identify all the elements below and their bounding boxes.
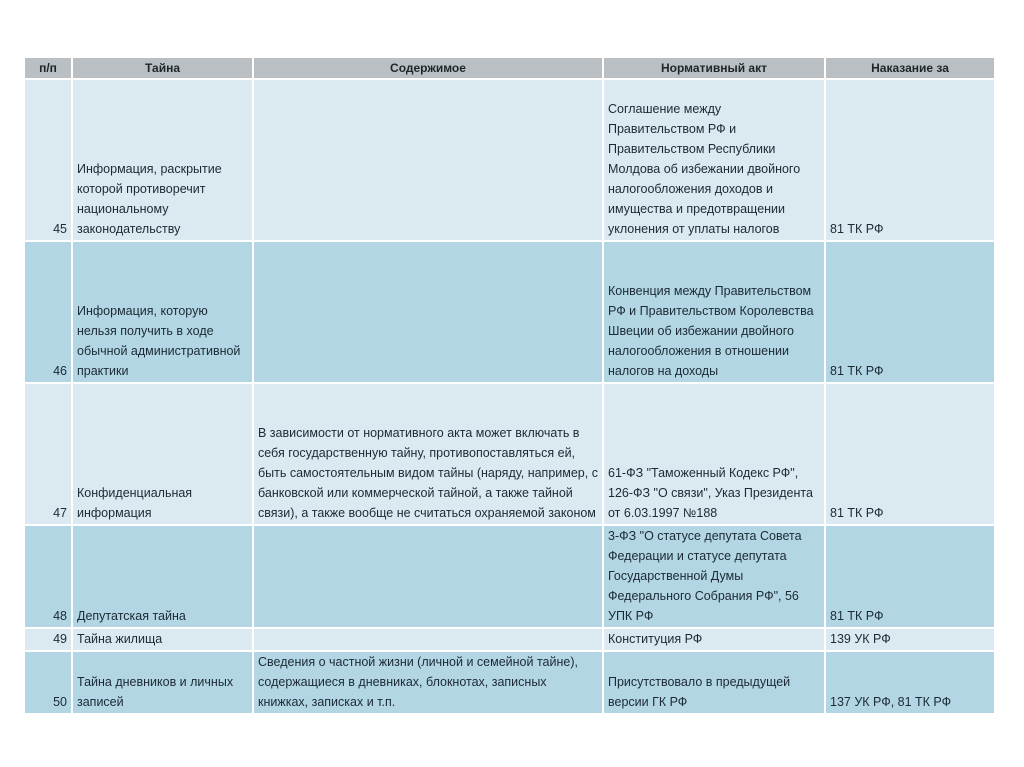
table-row [25,651,995,714]
secrets-table [25,58,996,715]
table-row [25,525,995,628]
row-secret: Конфиденциальная информация [72,383,253,525]
row-num: 45 [25,79,72,241]
row-penalty: 137 УК РФ, 81 ТК РФ [825,651,995,714]
row-content [253,79,603,241]
row-num: 46 [25,241,72,383]
header-num: п/п [25,58,72,79]
row-secret: Тайна жилища [72,628,253,651]
row-secret: Информация, которую нельзя получить в ходе обычной административной практики [72,241,253,383]
row-secret: Депутатская тайна [72,525,253,628]
row-act: Соглашение между Правительством РФ и Правительством Республики Молдова об избежании двойного налогообложения доходов и имущества и предотвращении уклонения от уплаты налогов [603,79,825,241]
header-secret: Тайна [72,58,253,79]
row-act: 3-ФЗ "О статусе депутата Совета Федерации и статусе депутата Государственной Думы Федерального Собрания РФ", 56 УПК РФ [603,525,825,628]
row-act: 61-ФЗ "Таможенный Кодекс РФ", 126-ФЗ "О связи", Указ Президента от 6.03.1997 №188 [603,383,825,525]
header-penalty: Наказание за [825,58,995,79]
row-penalty: 81 ТК РФ [825,241,995,383]
row-num: 48 [25,525,72,628]
row-content [253,628,603,651]
header-row [25,58,995,79]
table-row [25,241,995,383]
row-act: Конвенция между Правительством РФ и Правительством Королевства Швеции об избежании двойного налогообложения в отношении налогов на доходы [603,241,825,383]
row-num: 47 [25,383,72,525]
header-content: Содержимое [253,58,603,79]
row-act: Присутствовало в предыдущей версии ГК РФ [603,651,825,714]
row-content [253,525,603,628]
row-secret: Тайна дневников и личных записей [72,651,253,714]
row-act: Конституция РФ [603,628,825,651]
row-penalty: 81 ТК РФ [825,79,995,241]
row-num: 49 [25,628,72,651]
row-num: 50 [25,651,72,714]
table-row [25,383,995,525]
row-penalty: 139 УК РФ [825,628,995,651]
table-row [25,628,995,651]
row-penalty: 81 ТК РФ [825,383,995,525]
header-act: Нормативный акт [603,58,825,79]
row-content: Сведения о частной жизни (личной и семейной тайне), содержащиеся в дневниках, блокнотах, записных книжках, записках и т.п. [253,651,603,714]
row-secret: Информация, раскрытие которой противоречит национальному законодательству [72,79,253,241]
row-content: В зависимости от нормативного акта может включать в себя государственную тайну, противопоставляться ей, быть самостоятельным видом тайны (наряду, например, с банковской или коммерческой тайной, а также тайной связи), а также вообще не считаться охраняемой законом [253,383,603,525]
table-row [25,79,995,241]
row-content [253,241,603,383]
row-penalty: 81 ТК РФ [825,525,995,628]
